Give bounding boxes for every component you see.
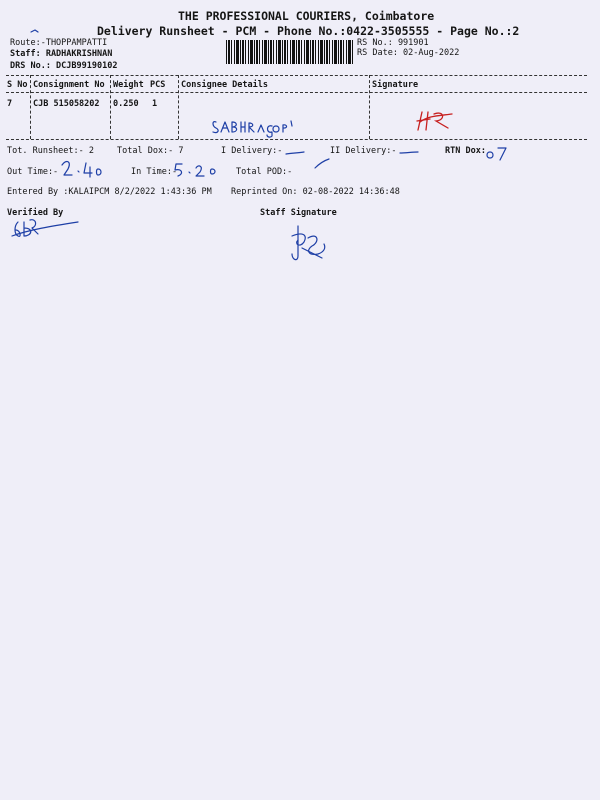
in-time-mark (172, 160, 222, 180)
col-header-consignee: Consignee Details (181, 80, 268, 90)
row-sno: 7 (7, 99, 13, 109)
total-dox: Total Dox:- 7 (117, 146, 184, 156)
col-header-sno: S No (7, 80, 28, 90)
second-delivery-mark (398, 148, 422, 158)
total-pod: Total POD:- (236, 167, 293, 177)
col-header-weight: Weight (113, 80, 144, 90)
route-label: Route:-THOPPAMPATTI (10, 38, 108, 48)
first-delivery: I Delivery:- (221, 146, 283, 156)
col-divider (369, 75, 370, 139)
reprinted-on: Reprinted On: 02-08-2022 14:36:48 (231, 187, 400, 197)
signature-mark (414, 108, 456, 136)
entered-by: Entered By :KALAIPCM 8/2/2022 1:43:36 PM (7, 187, 212, 197)
col-header-signature: Signature (372, 80, 419, 90)
staff-label: Staff: RADHAKRISHNAN (10, 49, 113, 59)
out-time-mark (58, 157, 108, 181)
row-consignment-no: CJB 515058202 (33, 99, 100, 109)
total-pod-mark (313, 156, 333, 172)
col-divider (178, 75, 179, 139)
table-bottom-rule (6, 139, 587, 140)
col-divider (110, 75, 111, 139)
col-header-pcs: PCS (150, 80, 166, 90)
first-delivery-mark (284, 148, 308, 158)
total-runsheet: Tot. Runsheet:- 2 (7, 146, 94, 156)
row-weight: 0.250 (113, 99, 139, 109)
row-pcs: 1 (152, 99, 158, 109)
company-name: THE PROFESSIONAL COURIERS, Coimbatore (178, 9, 435, 23)
table-top-rule (6, 75, 587, 76)
verified-by-label: Verified By (7, 208, 64, 218)
second-delivery: II Delivery:- (330, 146, 397, 156)
consignee-handwriting (210, 112, 310, 138)
in-time: In Time:- (131, 167, 178, 177)
rs-date: RS Date: 02-Aug-2022 (357, 48, 460, 58)
rs-number: RS No.: 991901 (357, 38, 429, 48)
corner-mark (30, 27, 40, 35)
verifier-signature (8, 216, 84, 242)
barcode-icon (226, 40, 354, 64)
out-time: Out Time:- (7, 167, 59, 177)
drs-number: DRS No.: DCJB99190102 (10, 61, 118, 71)
return-dox-mark (484, 144, 512, 162)
col-divider (30, 75, 31, 139)
col-header-consignment: Consignment No (33, 80, 105, 90)
runsheet-title: Delivery Runsheet - PCM - Phone No.:0422-3505555 - Page No.:2 (97, 24, 520, 38)
table-header-rule (6, 92, 587, 93)
return-dox: RTN Dox: (445, 146, 486, 156)
staff-signature-label: Staff Signature (260, 208, 337, 218)
staff-signature (288, 222, 330, 264)
